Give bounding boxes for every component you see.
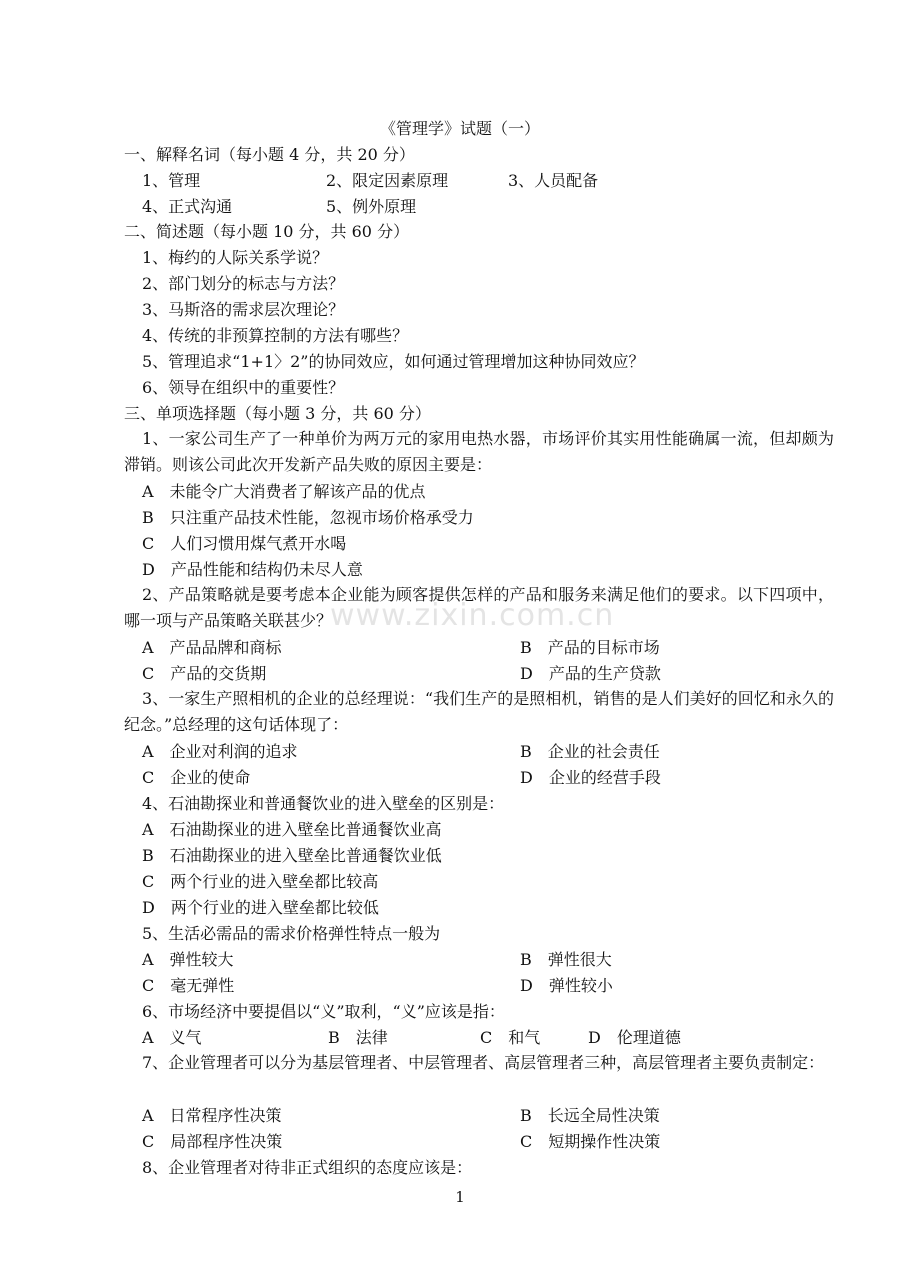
choice-option: D 伦理道德	[588, 1028, 681, 1047]
choice-question-1: 1、一家公司生产了一种单价为两万元的家用电热水器，市场评价其实用性能确属一流，但却颇为滞销。则该公司此次开发新产品失败的原因主要是：	[124, 429, 834, 474]
page-number: 1	[455, 1188, 465, 1206]
choice-question-6: 6、市场经济中要提倡以“义”取利，“义”应该是指：	[142, 1002, 505, 1021]
choice-option: C 毫无弹性	[142, 976, 235, 995]
choice-option: C 两个行业的进入壁垒都比较高	[142, 872, 379, 891]
short-answer-question: 3、马斯洛的需求层次理论？	[142, 300, 345, 319]
choice-option: B 产品的目标市场	[520, 638, 660, 657]
choice-option: A 义气	[142, 1028, 202, 1047]
section-heading-short-answer: 二、简述题（每小题 10 分，共 60 分）	[124, 222, 410, 241]
choice-option: C 局部程序性决策	[142, 1132, 283, 1151]
choice-option: D 产品的生产贷款	[520, 664, 661, 683]
choice-question-5: 5、生活必需品的需求价格弹性特点一般为	[142, 924, 441, 943]
term-item: 4、正式沟通	[142, 197, 233, 216]
term-item: 1、管理	[142, 171, 201, 190]
choice-question-2: 2、产品策略就是要考虑本企业能为顾客提供怎样的产品和服务来满足他们的要求。以下四项中，哪一项与产品策略关联甚少？	[124, 585, 834, 630]
choice-option: D 两个行业的进入壁垒都比较低	[142, 898, 379, 917]
choice-option: A 弹性较大	[142, 950, 234, 969]
choice-option: C 产品的交货期	[142, 664, 267, 683]
short-answer-question: 1、梅约的人际关系学说？	[142, 248, 329, 267]
choice-option: C 和气	[480, 1028, 541, 1047]
choice-option: D 企业的经营手段	[520, 768, 661, 787]
choice-option: A 日常程序性决策	[142, 1106, 282, 1125]
choice-question-7: 7、企业管理者可以分为基层管理者、中层管理者、高层管理者三种，高层管理者主要负责制定：	[142, 1053, 825, 1072]
choice-option: D 弹性较小	[520, 976, 613, 995]
choice-option: B 石油勘探业的进入壁垒比普通餐饮业低	[142, 846, 442, 865]
term-item: 3、人员配备	[508, 171, 599, 190]
choice-option: A 石油勘探业的进入壁垒比普通餐饮业高	[142, 820, 442, 839]
term-item: 2、限定因素原理	[326, 171, 449, 190]
choice-option: A 企业对利润的追求	[142, 742, 298, 761]
short-answer-question: 4、传统的非预算控制的方法有哪些？	[142, 326, 409, 345]
short-answer-question: 6、领导在组织中的重要性？	[142, 378, 345, 397]
choice-option: B 只注重产品技术性能，忽视市场价格承受力	[142, 508, 474, 527]
short-answer-question: 5、管理追求“1+1〉2”的协同效应，如何通过管理增加这种协同效应？	[142, 352, 645, 371]
choice-option: D 产品性能和结构仍未尽人意	[142, 560, 363, 579]
choice-question-8: 8、企业管理者对待非正式组织的态度应该是：	[142, 1158, 473, 1177]
section-heading-definitions: 一、解释名词（每小题 4 分，共 20 分）	[124, 145, 415, 164]
section-heading-multiple-choice: 三、单项选择题（每小题 3 分，共 60 分）	[124, 404, 431, 423]
watermark: www.zixin.com.cn	[330, 598, 615, 633]
choice-option: B 弹性很大	[520, 950, 612, 969]
choice-question-4: 4、石油勘探业和普通餐饮业的进入壁垒的区别是：	[142, 794, 505, 813]
choice-option: C 短期操作性决策	[520, 1132, 661, 1151]
page-title: 《管理学》试题（一）	[379, 119, 540, 138]
choice-option: C 人们习惯用煤气煮开水喝	[142, 534, 347, 553]
choice-option: A 未能令广大消费者了解该产品的优点	[142, 482, 426, 501]
choice-question-3: 3、一家生产照相机的企业的总经理说：“我们生产的是照相机，销售的是人们美好的回忆和永久的纪念。”总经理的这句话体现了：	[124, 689, 834, 734]
short-answer-question: 2、部门划分的标志与方法？	[142, 274, 345, 293]
choice-option: C 企业的使命	[142, 768, 251, 787]
choice-option: B 法律	[328, 1028, 388, 1047]
choice-option: A 产品品牌和商标	[142, 638, 282, 657]
choice-option: B 企业的社会责任	[520, 742, 660, 761]
choice-option: B 长远全局性决策	[520, 1106, 660, 1125]
term-item: 5、例外原理	[326, 197, 417, 216]
